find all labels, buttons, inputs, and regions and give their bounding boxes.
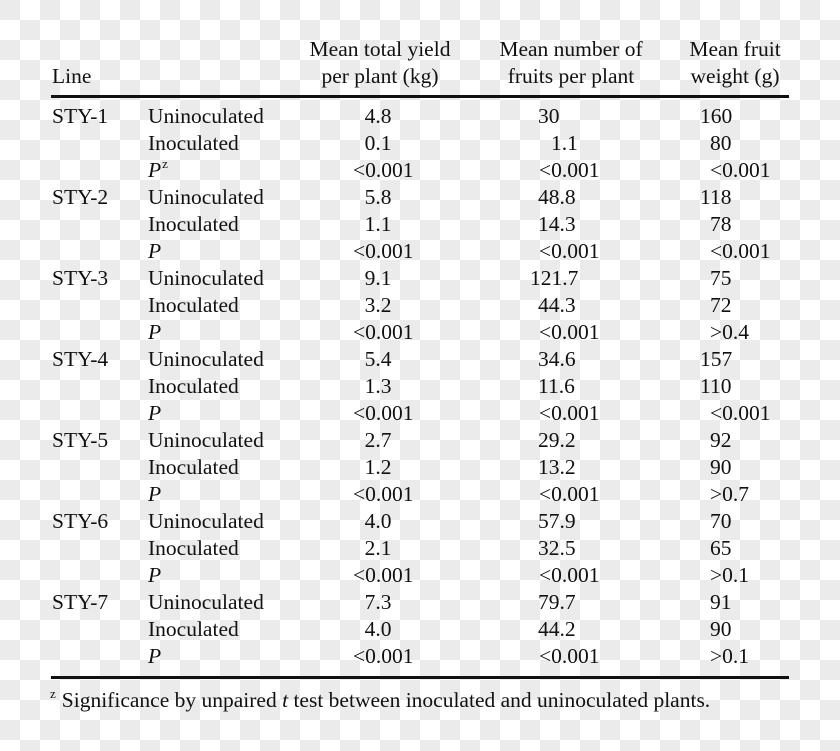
table-row (0, 319, 840, 346)
table-row (0, 292, 840, 319)
weight-value: 157 (700, 347, 733, 371)
treatment-label: Uninoculated (148, 104, 264, 128)
weight-value: 90 (710, 455, 732, 479)
fruits-value: 48.8 (538, 185, 576, 209)
footnote-ref-marker: z (162, 156, 168, 171)
fruits-value: <0.001 (539, 482, 600, 506)
fruits-value: 44.3 (538, 293, 576, 317)
yield-value: 4.8 (364, 104, 392, 128)
yield-value: 7.3 (364, 590, 392, 614)
fruits-value: 34.6 (538, 347, 576, 371)
table-row (0, 130, 840, 157)
fruits-value: 11.6 (538, 374, 575, 398)
line-label: STY-5 (52, 428, 109, 452)
weight-value: 160 (700, 104, 733, 128)
weight-value: <0.001 (710, 401, 771, 425)
p-symbol: P (148, 482, 162, 506)
yield-value: <0.001 (353, 563, 414, 587)
header-yield-line2: per plant (kg) (321, 64, 439, 88)
line-label: STY-2 (52, 185, 109, 209)
treatment-label: Uninoculated (148, 428, 264, 452)
weight-value: 80 (710, 131, 732, 155)
p-value-label (148, 481, 161, 508)
fruits-value: 29.2 (538, 428, 576, 452)
fruits-value: 32.5 (538, 536, 576, 560)
table-row (0, 184, 840, 211)
yield-value: 5.4 (364, 347, 392, 371)
p-value-label (148, 562, 161, 589)
line-label: STY-6 (52, 509, 109, 533)
yield-value: 3.2 (364, 293, 392, 317)
footnote-marker: z (50, 686, 56, 701)
line-label: STY-7 (52, 590, 109, 614)
fruits-value: <0.001 (539, 563, 600, 587)
weight-value: 90 (710, 617, 732, 641)
weight-value: 118 (700, 185, 732, 209)
header-fruits-line1: Mean number of (499, 37, 643, 61)
weight-value: 75 (710, 266, 732, 290)
yield-value: <0.001 (353, 320, 414, 344)
header-fruits-line2: fruits per plant (507, 64, 635, 88)
yield-value: 9.1 (364, 266, 392, 290)
header-yield-line1: Mean total yield (309, 37, 451, 61)
header-line: Line (52, 64, 92, 88)
yield-value: 0.1 (364, 131, 392, 155)
yield-value: 1.2 (364, 455, 392, 479)
fruits-value: <0.001 (539, 158, 600, 182)
weight-value: 65 (710, 536, 732, 560)
weight-value: <0.001 (710, 239, 771, 263)
header-yield (300, 36, 460, 90)
table-row (0, 400, 840, 427)
table-row (0, 373, 840, 400)
fruits-value: <0.001 (539, 320, 600, 344)
treatment-label: Inoculated (148, 212, 239, 236)
treatment-label: Inoculated (148, 536, 239, 560)
header-weight-line2: weight (g) (690, 64, 780, 88)
treatment-label: Inoculated (148, 131, 239, 155)
yield-value: 2.1 (364, 536, 392, 560)
yield-value: <0.001 (353, 401, 414, 425)
p-value-label (148, 643, 161, 670)
table-row (0, 157, 840, 184)
fruits-value: 1.1 (551, 131, 578, 155)
weight-value: 91 (710, 590, 732, 614)
header-weight-line1: Mean fruit (689, 37, 781, 61)
p-symbol: P (148, 158, 162, 182)
p-value-label (148, 319, 161, 346)
table-row (0, 103, 840, 130)
treatment-label: Uninoculated (148, 590, 264, 614)
p-symbol: P (148, 239, 162, 263)
yield-value: 1.1 (364, 212, 392, 236)
table-row (0, 238, 840, 265)
footnote-italic-t: t (282, 688, 289, 712)
line-label: STY-3 (52, 266, 109, 290)
treatment-label: Uninoculated (148, 509, 264, 533)
weight-value: <0.001 (710, 158, 771, 182)
yield-value: <0.001 (353, 644, 414, 668)
fruits-value: <0.001 (539, 401, 600, 425)
weight-value: >0.7 (710, 482, 750, 506)
yield-value: 2.7 (364, 428, 392, 452)
table-row (0, 265, 840, 292)
yield-value: 5.8 (364, 185, 392, 209)
p-value-label (148, 400, 161, 427)
treatment-label: Inoculated (148, 293, 239, 317)
table-row (0, 454, 840, 481)
weight-value: >0.4 (710, 320, 750, 344)
weight-value: 78 (710, 212, 732, 236)
weight-value: >0.1 (710, 644, 750, 668)
table-row (0, 346, 840, 373)
fruits-value: 14.3 (538, 212, 576, 236)
yield-value: <0.001 (353, 482, 414, 506)
yield-value: 4.0 (364, 617, 392, 641)
weight-value: 70 (710, 509, 732, 533)
weight-value: >0.1 (710, 563, 750, 587)
yield-value: <0.001 (353, 158, 414, 182)
p-symbol: P (148, 563, 162, 587)
treatment-label: Inoculated (148, 374, 239, 398)
fruits-value: 79.7 (538, 590, 576, 614)
bottom-rule (51, 676, 789, 679)
treatment-label: Uninoculated (148, 347, 264, 371)
table-row (0, 562, 840, 589)
table-row (0, 535, 840, 562)
footnote-text-after: test between inoculated and uninoculated plants. (288, 688, 711, 712)
header-weight (680, 36, 790, 90)
fruits-value: 121.7 (530, 266, 579, 290)
fruits-value: 44.2 (538, 617, 576, 641)
p-value-label (148, 157, 168, 186)
table-row (0, 643, 840, 670)
table-row (0, 481, 840, 508)
treatment-label: Inoculated (148, 617, 239, 641)
treatment-label: Uninoculated (148, 185, 264, 209)
footnote-text-before: Significance by unpaired (61, 688, 283, 712)
fruits-value: 57.9 (538, 509, 576, 533)
treatment-label: Inoculated (148, 455, 239, 479)
footnote (50, 687, 710, 716)
table-row (0, 589, 840, 616)
line-label: STY-4 (52, 347, 109, 371)
weight-value: 72 (710, 293, 732, 317)
yield-value: 4.0 (364, 509, 392, 533)
table-row (0, 508, 840, 535)
header-fruits (488, 36, 654, 90)
fruits-value: <0.001 (539, 239, 600, 263)
fruits-value: 30 (538, 104, 560, 128)
fruits-value: <0.001 (539, 644, 600, 668)
p-symbol: P (148, 401, 162, 425)
table-row (0, 427, 840, 454)
yield-value: <0.001 (353, 239, 414, 263)
fruits-value: 13.2 (538, 455, 576, 479)
header-rule (51, 95, 789, 98)
p-value-label (148, 238, 161, 265)
yield-value: 1.3 (364, 374, 392, 398)
table-row (0, 616, 840, 643)
weight-value: 92 (710, 428, 732, 452)
p-symbol: P (148, 644, 162, 668)
p-symbol: P (148, 320, 162, 344)
treatment-label: Uninoculated (148, 266, 264, 290)
table-row (0, 211, 840, 238)
line-label: STY-1 (52, 104, 109, 128)
weight-value: 110 (700, 374, 732, 398)
